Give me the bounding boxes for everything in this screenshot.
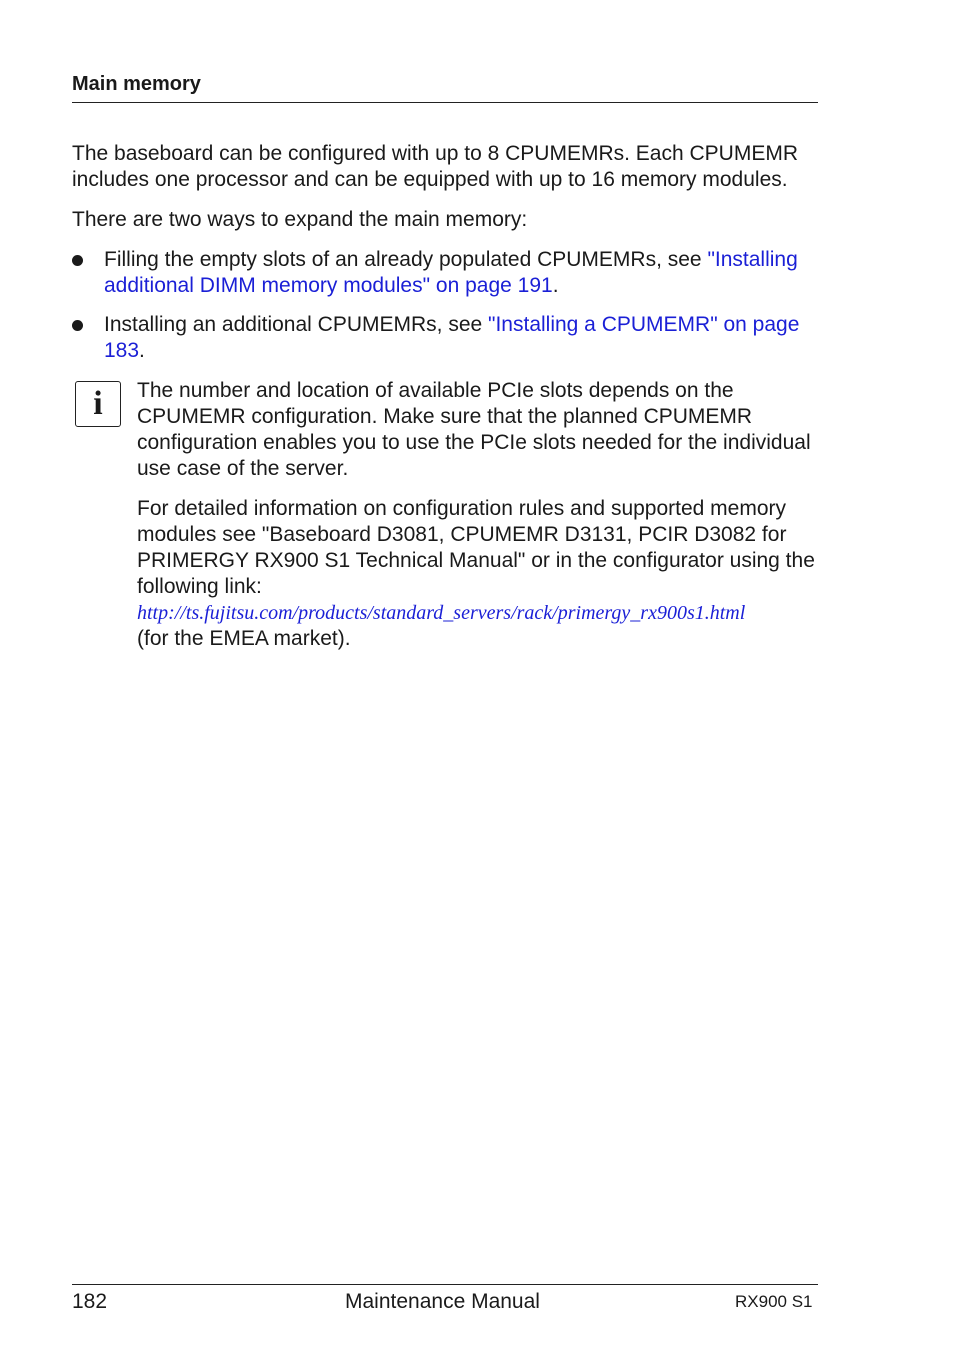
section-header: Main memory <box>72 70 818 103</box>
list-item-text <box>104 247 824 299</box>
note-config-block <box>137 496 827 652</box>
market-note: (for the EMEA market). <box>137 627 351 650</box>
info-icon: i <box>75 381 121 427</box>
intro-paragraph: The baseboard can be configured with up to 8 CPUMEMRs. Each CPUMEMR includes one processor and can be equipped with up to 16 memory modules. <box>72 142 798 191</box>
note-pcie-paragraph: The number and location of available PCIe slots depends on the CPUMEMR configuration. Make sure that the planned CPUMEMR configuration enables you to use the PCIe slots needed for the individual use case of the server. <box>137 379 811 480</box>
page-number: 182 <box>72 1290 108 1313</box>
link-install-cpumemr[interactable]: "Installing a CPUMEMR" on page 183 <box>104 313 800 362</box>
note-config-paragraph: For detailed information on configuration rules and supported memory modules see "Baseboard D3081, CPUMEMR D3131, PCIR D3082 for PRIMERGY RX900 S1 Technical Manual" or in the configurator using the following link: <box>137 497 815 598</box>
configurator-link[interactable]: http://ts.fujitsu.com/products/standard_servers/rack/primergy_rx900s1.html <box>137 602 746 624</box>
expand-ways-paragraph: There are two ways to expand the main memory: <box>72 208 528 231</box>
link-install-dimm[interactable]: "Installing additional DIMM memory modules" on page 191 <box>104 248 798 297</box>
product-name: RX900 S1 <box>735 1292 813 1311</box>
list-item-text <box>104 312 824 364</box>
list-item-tail: . <box>139 339 145 362</box>
list-item-lead: Installing an additional CPUMEMRs, see <box>104 313 489 336</box>
footer-divider <box>72 1284 818 1285</box>
list-item-lead: Filling the empty slots of an already populated CPUMEMRs, see <box>104 248 708 271</box>
manual-title: Maintenance Manual <box>345 1290 540 1313</box>
list-item-tail: . <box>552 274 559 297</box>
bullet-icon <box>72 255 83 266</box>
bullet-icon <box>72 320 83 331</box>
